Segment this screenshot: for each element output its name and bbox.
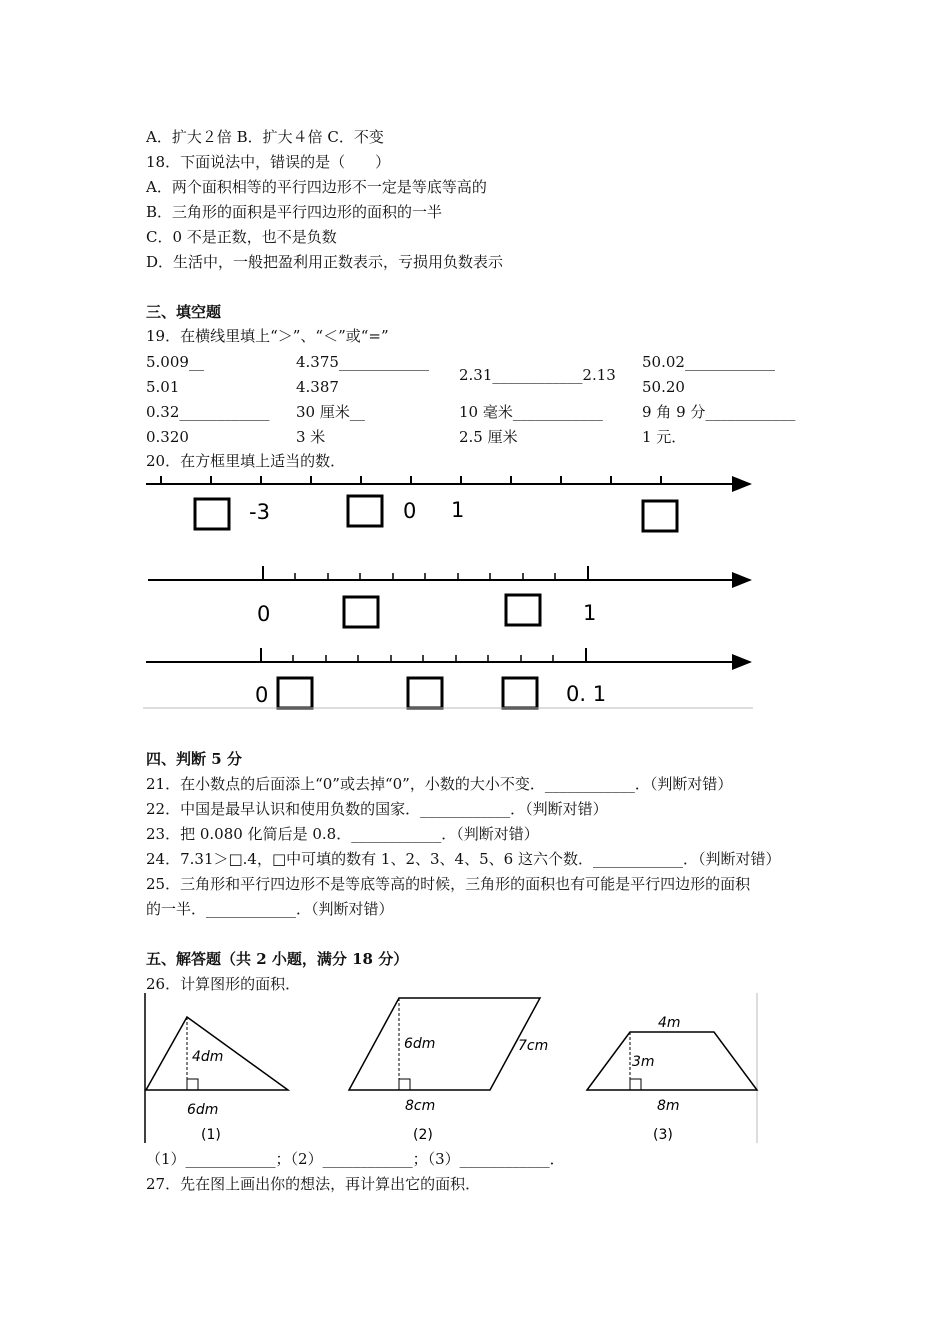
q19-item: 50.20 xyxy=(642,378,685,396)
answer-box[interactable] xyxy=(278,678,312,708)
triangle-height-label: 4dm xyxy=(192,1049,224,1065)
q19-item: 10 毫米____________ xyxy=(459,403,603,421)
parallelogram-base-label: 8cm xyxy=(405,1098,436,1114)
trapezoid-top-label: 4m xyxy=(658,1015,681,1031)
answer-box[interactable] xyxy=(506,595,540,625)
q19-item: 0.32____________ xyxy=(146,403,270,421)
triangle-figure xyxy=(146,1017,288,1143)
q26-answers: （1）____________；（2）____________；（3）____________． xyxy=(146,1150,565,1168)
q22: 22．中国是最早认识和使用负数的国家．____________．（判断对错） xyxy=(146,800,608,818)
q25-line-2: 的一半．____________．（判断对错） xyxy=(146,900,394,918)
figure-caption: (2) xyxy=(413,1127,433,1143)
q27-stem: 27．先在图上画出你的想法，再计算出它的面积． xyxy=(146,1175,481,1193)
q20-stem: 20．在方框里填上适当的数． xyxy=(146,452,346,470)
q19-item: 2.5 厘米 xyxy=(459,428,518,446)
trapezoid-bottom-label: 8m xyxy=(657,1098,680,1114)
section-3-heading: 三、填空题 xyxy=(146,303,222,321)
q19-item: 4.375____________ xyxy=(296,353,429,371)
q19-item: 30 厘米__ xyxy=(296,403,365,421)
area-figures xyxy=(143,993,763,1145)
q25-line-1: 25．三角形和平行四边形不是等底等高的时候，三角形的面积也有可能是平行四边形的面积 xyxy=(146,875,751,893)
answer-box[interactable] xyxy=(643,501,677,531)
tick-label: 1 xyxy=(451,498,465,522)
section-5-heading: 五、解答题（共 2 小题，满分 18 分） xyxy=(146,950,409,968)
tick-label: 1 xyxy=(583,601,597,625)
q19-item: 0.320 xyxy=(146,428,189,446)
q19-item: 5.009__ xyxy=(146,353,204,371)
q18-option-d: D．生活中，一般把盈利用正数表示，亏损用负数表示 xyxy=(146,253,504,271)
q18-option-c: C．0 不是正数，也不是负数 xyxy=(146,228,337,246)
tick-label: 0 xyxy=(255,683,269,707)
answer-box[interactable] xyxy=(503,678,537,708)
parallelogram-side-label: 7cm xyxy=(518,1038,549,1054)
trapezoid-figure xyxy=(587,1015,757,1143)
tick-label: 0 xyxy=(403,499,417,523)
answer-box[interactable] xyxy=(348,496,382,526)
figure-caption: (1) xyxy=(201,1127,221,1143)
tick-label: 0. 1 xyxy=(566,682,607,706)
answer-box[interactable] xyxy=(344,597,378,627)
number-line-3 xyxy=(146,648,750,708)
q21: 21．在小数点的后面添上“0”或去掉“0”，小数的大小不变．____________．（判断对错） xyxy=(146,775,733,793)
number-line-1 xyxy=(146,476,750,531)
number-line-2 xyxy=(148,566,750,627)
q18-stem: 18．下面说法中，错误的是（ ） xyxy=(146,153,391,171)
q19-item: 1 元． xyxy=(642,428,687,446)
answer-box[interactable] xyxy=(408,678,442,708)
q19-stem: 19．在横线里填上“＞”、“＜”或“=” xyxy=(146,327,389,345)
q19-item: 2.31____________2.13 xyxy=(459,366,616,384)
trapezoid-height-label: 3m xyxy=(632,1054,655,1070)
answer-box[interactable] xyxy=(195,499,229,529)
q24: 24．7.31＞□.4，□中可填的数有 1、2、3、4、5、6 这六个数．____________．（判断对错） xyxy=(146,850,781,868)
section-4-heading: 四、判断 5 分 xyxy=(146,750,242,768)
q19-item: 3 米 xyxy=(296,428,326,446)
parallelogram-figure xyxy=(349,998,548,1143)
q18-option-a: A．两个面积相等的平行四边形不一定是等底等高的 xyxy=(146,178,487,196)
number-lines-figure xyxy=(143,470,758,712)
triangle-base-label: 6dm xyxy=(187,1102,219,1118)
tick-label: -3 xyxy=(249,500,270,524)
q18-option-b: B．三角形的面积是平行四边形的面积的一半 xyxy=(146,203,443,221)
q19-item: 9 角 9 分____________ xyxy=(642,403,796,421)
q23: 23．把 0.080 化简后是 0.8．____________．（判断对错） xyxy=(146,825,539,843)
tick-label: 0 xyxy=(257,602,271,626)
q19-item: 4.387 xyxy=(296,378,339,396)
q19-item: 50.02____________ xyxy=(642,353,775,371)
q19-item: 5.01 xyxy=(146,378,180,396)
parallelogram-height-label: 6dm xyxy=(404,1036,436,1052)
q17-options: A．扩大２倍 B．扩大４倍 C．不变 xyxy=(146,128,384,146)
q26-stem: 26．计算图形的面积． xyxy=(146,975,301,993)
figure-caption: (3) xyxy=(653,1127,673,1143)
